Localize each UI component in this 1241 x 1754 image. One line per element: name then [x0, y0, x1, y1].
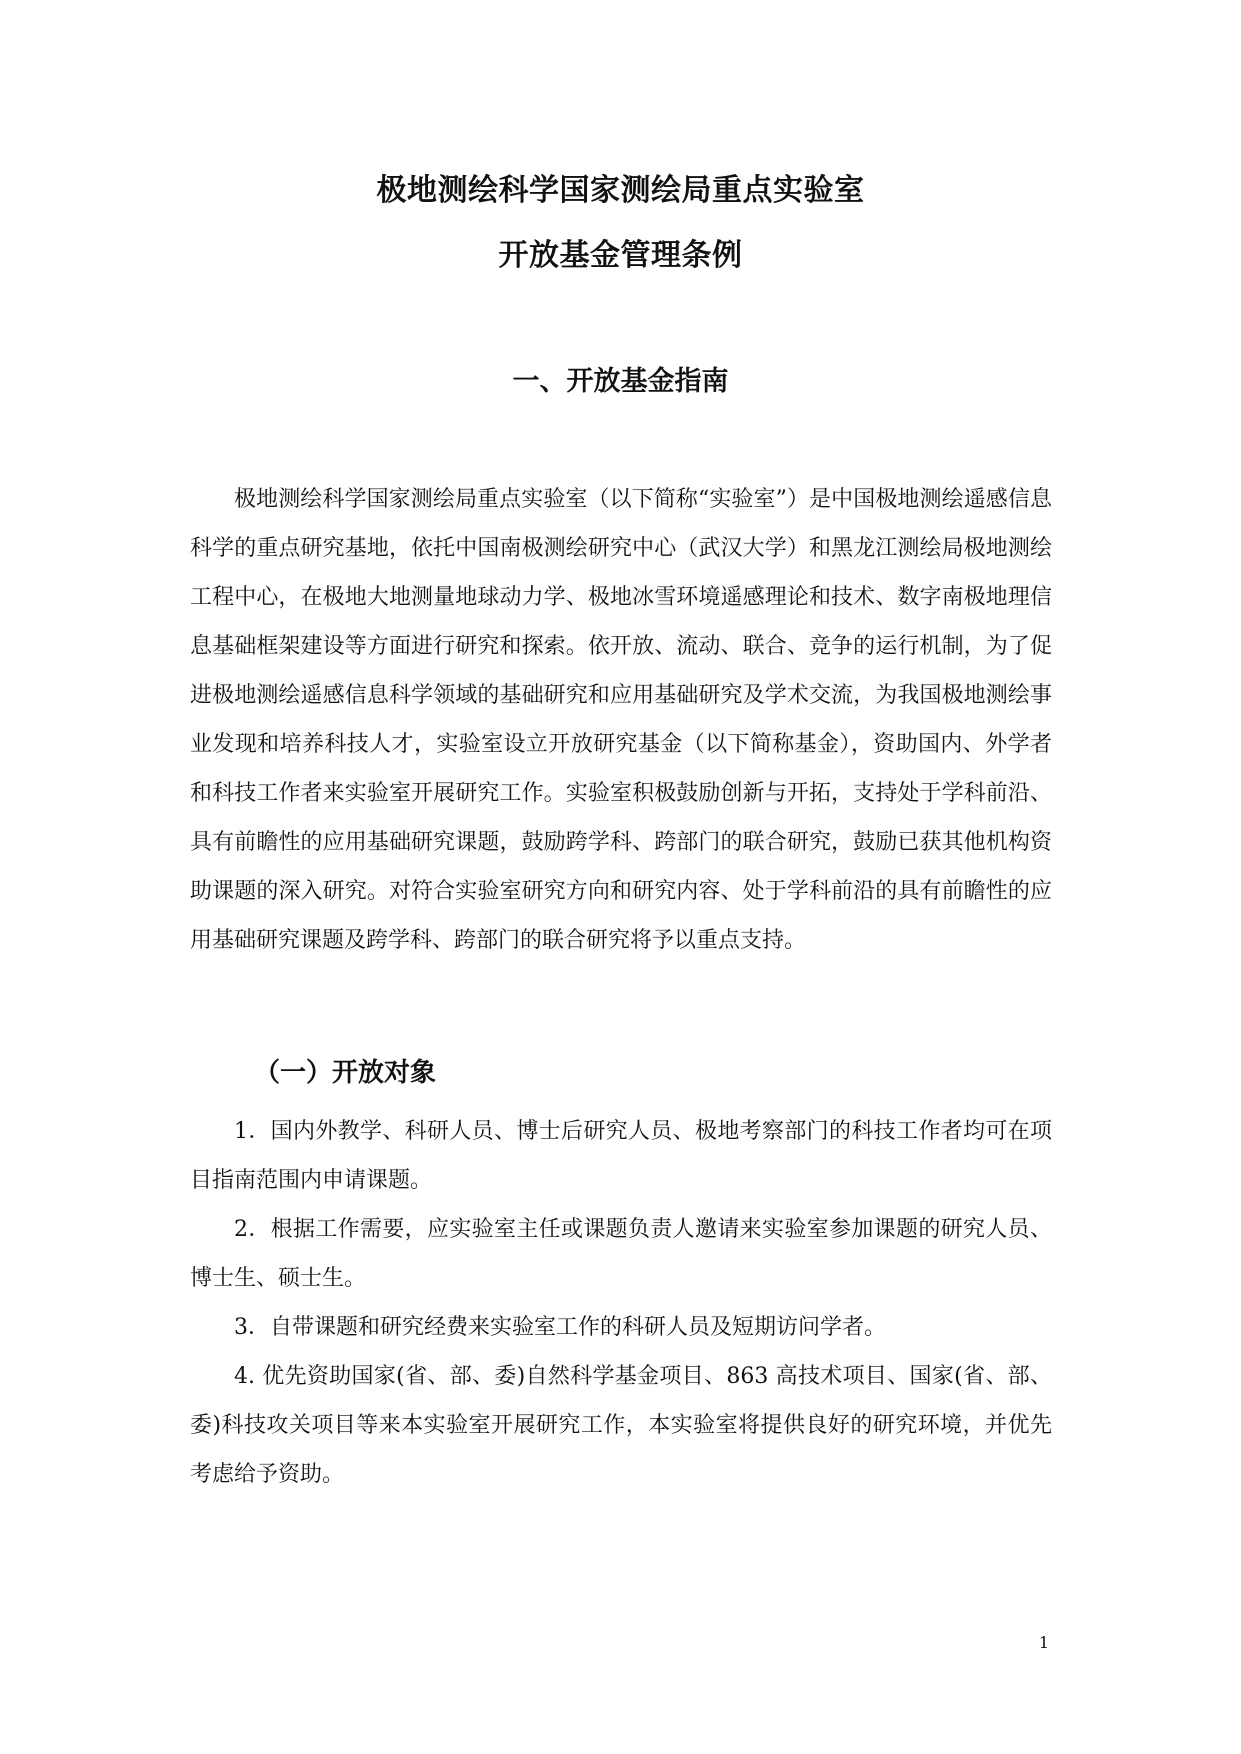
intro-paragraph: 极地测绘科学国家测绘局重点实验室（以下简称“实验室”）是中国极地测绘遥感信息科学的重点研究基地，依托中国南极测绘研究中心（武汉大学）和黑龙江测绘局极地测绘工程中心，在极地大地测量地球动力学、极地冰雪环境遥感理论和技术、数字南极地理信息基础框架建设等方面进行研究和探索。依开放、流动、联合、竞争的运行机制，为了促进极地测绘遥感信息科学领域的基础研究和应用基础研究及学术交流，为我国极地测绘事业发现和培养科技人才，实验室设立开放研究基金（以下简称基金），资助国内、外学者和科技工作者来实验室开展研究工作。实验室积极鼓励创新与开拓，支持处于学科前沿、具有前瞻性的应用基础研究课题，鼓励跨学科、跨部门的联合研究，鼓励已获其他机构资助课题的深入研究。对符合实验室研究方向和研究内容、处于学科前沿的具有前瞻性的应用基础研究课题及跨学科、跨部门的联合研究将予以重点支持。 [190, 487, 1052, 953]
document-title-line2: 开放基金管理条例 [498, 238, 743, 273]
subsection-heading-open-targets: （一）开放对象 [254, 1058, 437, 1088]
list-item: 1．国内外教学、科研人员、博士后研究人员、极地考察部门的科技工作者均可在项目指南范围内申请课题。 [190, 1119, 1052, 1193]
document-title-line1: 极地测绘科学国家测绘局重点实验室 [376, 173, 865, 208]
list-item: 2．根据工作需要，应实验室主任或课题负责人邀请来实验室参加课题的研究人员、博士生、硕士生。 [190, 1217, 1052, 1291]
list-item: 3．自带课题和研究经费来实验室工作的科研人员及短期访问学者。 [234, 1315, 886, 1340]
list-item: 4. 优先资助国家(省、部、委)自然科学基金项目、863 高技术项目、国家(省、部、委)科技攻关项目等来本实验室开展研究工作，本实验室将提供良好的研究环境，并优先考虑给予资助。 [190, 1364, 1052, 1487]
page-number: 1 [1038, 1633, 1049, 1652]
section-heading-open-fund-guide: 一、开放基金指南 [512, 366, 729, 397]
